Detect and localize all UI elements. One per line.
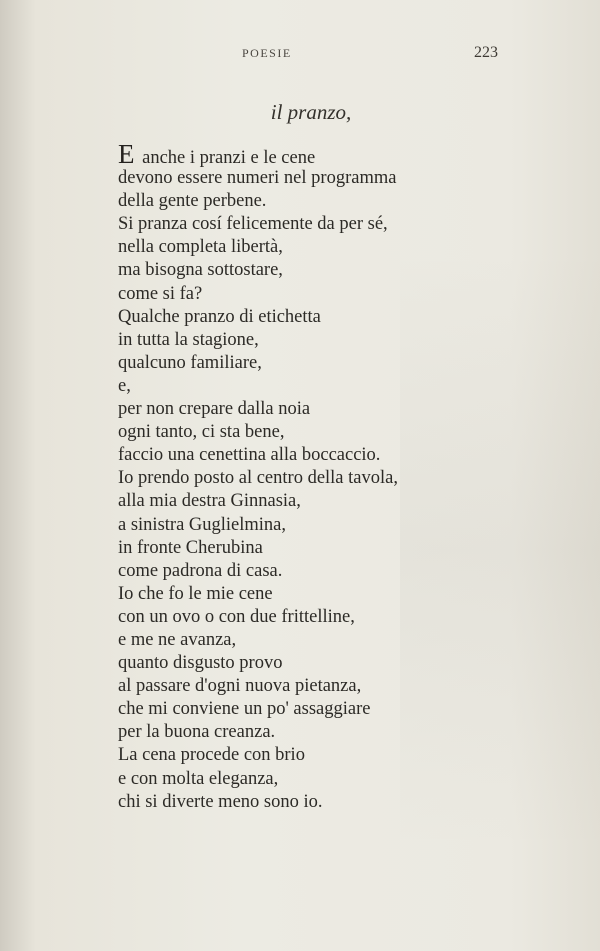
poem-line: per non crepare dalla noia bbox=[118, 399, 311, 420]
poem-line: Qualche pranzo di etichetta bbox=[118, 306, 321, 327]
poem-line: devono essere numeri nel programma bbox=[118, 168, 397, 189]
running-title: POESIE bbox=[242, 46, 292, 60]
poem-line: e con molta eleganza, bbox=[118, 768, 279, 789]
poem-line: alla mia destra Ginnasia, bbox=[118, 491, 301, 512]
poem-line: a sinistra Guglielmina, bbox=[118, 514, 287, 535]
poem-line: che mi conviene un po' assaggiare bbox=[118, 699, 371, 720]
poem-line: come si fa? bbox=[118, 283, 203, 304]
poem-line: La cena procede con brio bbox=[118, 745, 305, 766]
poem-line: Si pranza cosí felicemente da per sé, bbox=[118, 214, 388, 235]
poem-line: al passare d'ogni nuova pietanza, bbox=[118, 676, 362, 697]
poem-line: e, bbox=[118, 375, 131, 396]
initial-capital: E bbox=[118, 139, 135, 169]
poem-line: qualcuno familiare, bbox=[118, 352, 262, 373]
page-number: 223 bbox=[474, 44, 498, 61]
poem-line: nella completa libertà, bbox=[118, 237, 283, 258]
poem-line: ogni tanto, ci sta bene, bbox=[118, 422, 285, 443]
poem-line: Io che fo le mie cene bbox=[118, 583, 273, 604]
poem-line: per la buona creanza. bbox=[118, 722, 276, 743]
poem-line: chi si diverte meno sono io. bbox=[118, 791, 323, 812]
poem-line: con un ovo o con due frittelline, bbox=[118, 606, 355, 627]
poem-title: il pranzo, bbox=[270, 100, 352, 124]
poem-line: quanto disgusto provo bbox=[118, 653, 283, 674]
poem-line-first bbox=[118, 139, 398, 169]
poem-line: in tutta la stagione, bbox=[118, 329, 259, 350]
poem-line: Io prendo posto al centro della tavola, bbox=[118, 468, 398, 489]
show-through-shadow bbox=[400, 250, 600, 850]
poem-line: come padrona di casa. bbox=[118, 560, 283, 581]
running-header bbox=[0, 46, 600, 66]
first-line-text: anche i pranzi e le cene bbox=[142, 148, 316, 168]
poem-line: della gente perbene. bbox=[118, 191, 267, 212]
poem-line: in fronte Cherubina bbox=[118, 537, 263, 558]
poem-line: e me ne avanza, bbox=[118, 629, 237, 650]
poem-line: ma bisogna sottostare, bbox=[118, 260, 283, 281]
poem-body bbox=[118, 139, 398, 814]
poem-line: faccio una cenettina alla boccaccio. bbox=[118, 445, 381, 466]
